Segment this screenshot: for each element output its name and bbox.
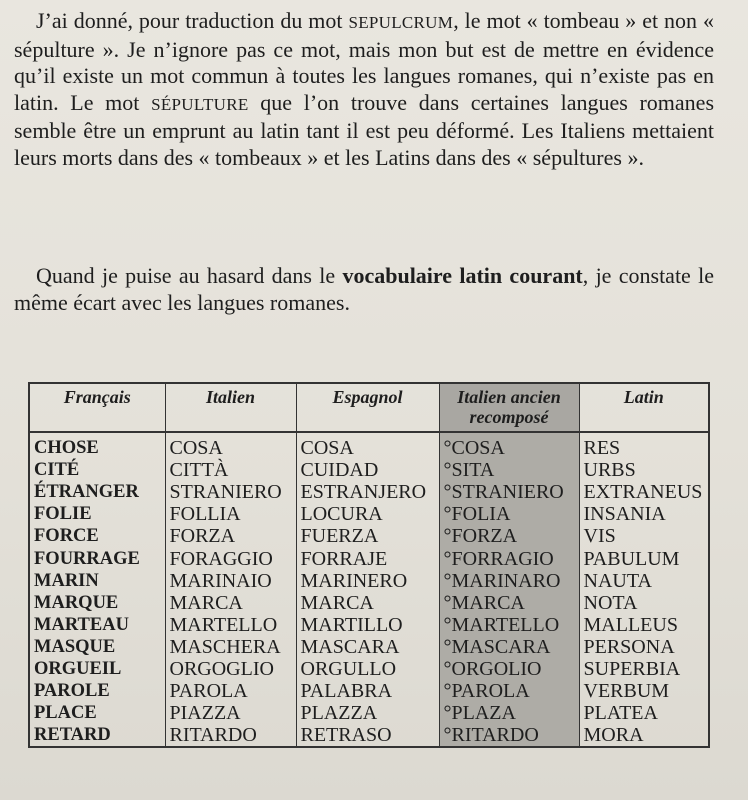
term-sepulture: SÉPULTURE xyxy=(151,94,249,114)
paragraph1-text-2: , le mot « tombeau » et non « sépulture ». Je n’ignore pas ce mot, mais mon but est de mettre en évidence qu’il existe un mot commun à toutes les langues romanes, qui n’existe pas en latin. Le mot xyxy=(14,8,714,115)
cell-italien: FORAGGIO xyxy=(165,547,296,569)
cell-italien: PAROLA xyxy=(165,680,296,702)
term-sepulcrum: SEPULCRUM xyxy=(348,13,454,32)
cell-italien-ancien: °MASCARA xyxy=(439,636,579,658)
header-italien: Italien xyxy=(165,383,296,432)
cell-latin: PERSONA xyxy=(579,636,709,658)
paragraph2-text-2: , je constate le même écart avec les langues romanes. xyxy=(14,263,714,315)
table-row xyxy=(29,503,709,525)
table-body xyxy=(29,432,709,747)
cell-italien: MASCHERA xyxy=(165,636,296,658)
table-row xyxy=(29,658,709,680)
cell-espagnol: MARINERO xyxy=(296,570,439,592)
cell-italien: PIAZZA xyxy=(165,702,296,724)
table-row xyxy=(29,459,709,481)
table-row xyxy=(29,481,709,503)
table-row xyxy=(29,570,709,592)
cell-latin: EXTRANEUS xyxy=(579,481,709,503)
cell-francais: FOURRAGE xyxy=(29,547,165,569)
vocabulary-table xyxy=(28,382,710,748)
cell-francais: FOLIE xyxy=(29,503,165,525)
cell-italien: FOLLIA xyxy=(165,503,296,525)
cell-latin: NAUTA xyxy=(579,570,709,592)
cell-espagnol: LOCURA xyxy=(296,503,439,525)
cell-latin: PLATEA xyxy=(579,702,709,724)
paragraph2-text-1: Quand je puise au hasard dans le xyxy=(36,263,343,288)
cell-italien: CITTÀ xyxy=(165,459,296,481)
cell-francais: PAROLE xyxy=(29,680,165,702)
cell-espagnol: FORRAJE xyxy=(296,547,439,569)
cell-italien-ancien: °STRANIERO xyxy=(439,481,579,503)
cell-espagnol: ORGULLO xyxy=(296,658,439,680)
cell-italien-ancien: °MARTELLO xyxy=(439,614,579,636)
table-row xyxy=(29,592,709,614)
cell-italien-ancien: °FORZA xyxy=(439,525,579,547)
cell-italien: FORZA xyxy=(165,525,296,547)
table-row xyxy=(29,547,709,569)
cell-espagnol: MASCARA xyxy=(296,636,439,658)
table-row xyxy=(29,680,709,702)
header-italien-ancien: Italien ancien recomposé xyxy=(439,383,579,432)
cell-francais: ORGUEIL xyxy=(29,658,165,680)
table-row xyxy=(29,432,709,459)
cell-italien-ancien: °SITA xyxy=(439,459,579,481)
cell-francais: MARIN xyxy=(29,570,165,592)
cell-francais: ÉTRANGER xyxy=(29,481,165,503)
paragraph1-text-3: que l’on trouve dans certaines langues romanes semble être un emprunt au latin tant il est peu déformé. Les Italiens mettaient leurs morts dans des « tombeaux » et les Latins dans des « sépultures ». xyxy=(14,89,715,170)
cell-italien: STRANIERO xyxy=(165,481,296,503)
cell-francais: MASQUE xyxy=(29,636,165,658)
cell-espagnol: CUIDAD xyxy=(296,459,439,481)
cell-espagnol: PALABRA xyxy=(296,680,439,702)
cell-espagnol: PLAZZA xyxy=(296,702,439,724)
cell-italien-ancien: °FOLIA xyxy=(439,503,579,525)
cell-francais: FORCE xyxy=(29,525,165,547)
cell-espagnol: MARCA xyxy=(296,592,439,614)
cell-latin: VIS xyxy=(579,525,709,547)
table-header-row xyxy=(29,383,709,432)
cell-italien-ancien: °COSA xyxy=(439,432,579,459)
cell-latin: URBS xyxy=(579,459,709,481)
cell-latin: NOTA xyxy=(579,592,709,614)
header-espagnol: Espagnol xyxy=(296,383,439,432)
cell-italien-ancien: °RITARDO xyxy=(439,724,579,747)
cell-latin: PABULUM xyxy=(579,547,709,569)
cell-latin: INSANIA xyxy=(579,503,709,525)
cell-italien: ORGOGLIO xyxy=(165,658,296,680)
cell-latin: VERBUM xyxy=(579,680,709,702)
paragraph2-bold-phrase: vocabulaire latin courant xyxy=(342,263,583,288)
cell-francais: MARTEAU xyxy=(29,614,165,636)
paragraph-vocabulaire xyxy=(14,263,714,316)
cell-latin: MORA xyxy=(579,724,709,747)
cell-espagnol: MARTILLO xyxy=(296,614,439,636)
cell-italien: COSA xyxy=(165,432,296,459)
cell-italien-ancien: °ORGOLIO xyxy=(439,658,579,680)
cell-italien-ancien: °FORRAGIO xyxy=(439,547,579,569)
cell-francais: MARQUE xyxy=(29,592,165,614)
cell-espagnol: COSA xyxy=(296,432,439,459)
cell-latin: MALLEUS xyxy=(579,614,709,636)
cell-italien-ancien: °PLAZA xyxy=(439,702,579,724)
cell-italien: RITARDO xyxy=(165,724,296,747)
paragraph-sepulcrum xyxy=(14,8,714,172)
cell-italien-ancien: °PAROLA xyxy=(439,680,579,702)
table-row xyxy=(29,724,709,747)
cell-italien-ancien: °MARCA xyxy=(439,592,579,614)
cell-italien: MARCA xyxy=(165,592,296,614)
cell-francais: CITÉ xyxy=(29,459,165,481)
cell-latin: RES xyxy=(579,432,709,459)
table-row xyxy=(29,636,709,658)
table-row xyxy=(29,525,709,547)
table-row xyxy=(29,614,709,636)
header-francais: Français xyxy=(29,383,165,432)
table-row xyxy=(29,702,709,724)
header-latin: Latin xyxy=(579,383,709,432)
cell-italien-ancien: °MARINARO xyxy=(439,570,579,592)
cell-italien: MARINAIO xyxy=(165,570,296,592)
cell-espagnol: FUERZA xyxy=(296,525,439,547)
cell-latin: SUPERBIA xyxy=(579,658,709,680)
cell-espagnol: ESTRANJERO xyxy=(296,481,439,503)
cell-francais: PLACE xyxy=(29,702,165,724)
paragraph1-text-1: J’ai donné, pour traduction du mot xyxy=(36,8,349,33)
cell-italien: MARTELLO xyxy=(165,614,296,636)
cell-francais: RETARD xyxy=(29,724,165,747)
cell-espagnol: RETRASO xyxy=(296,724,439,747)
cell-francais: CHOSE xyxy=(29,432,165,459)
